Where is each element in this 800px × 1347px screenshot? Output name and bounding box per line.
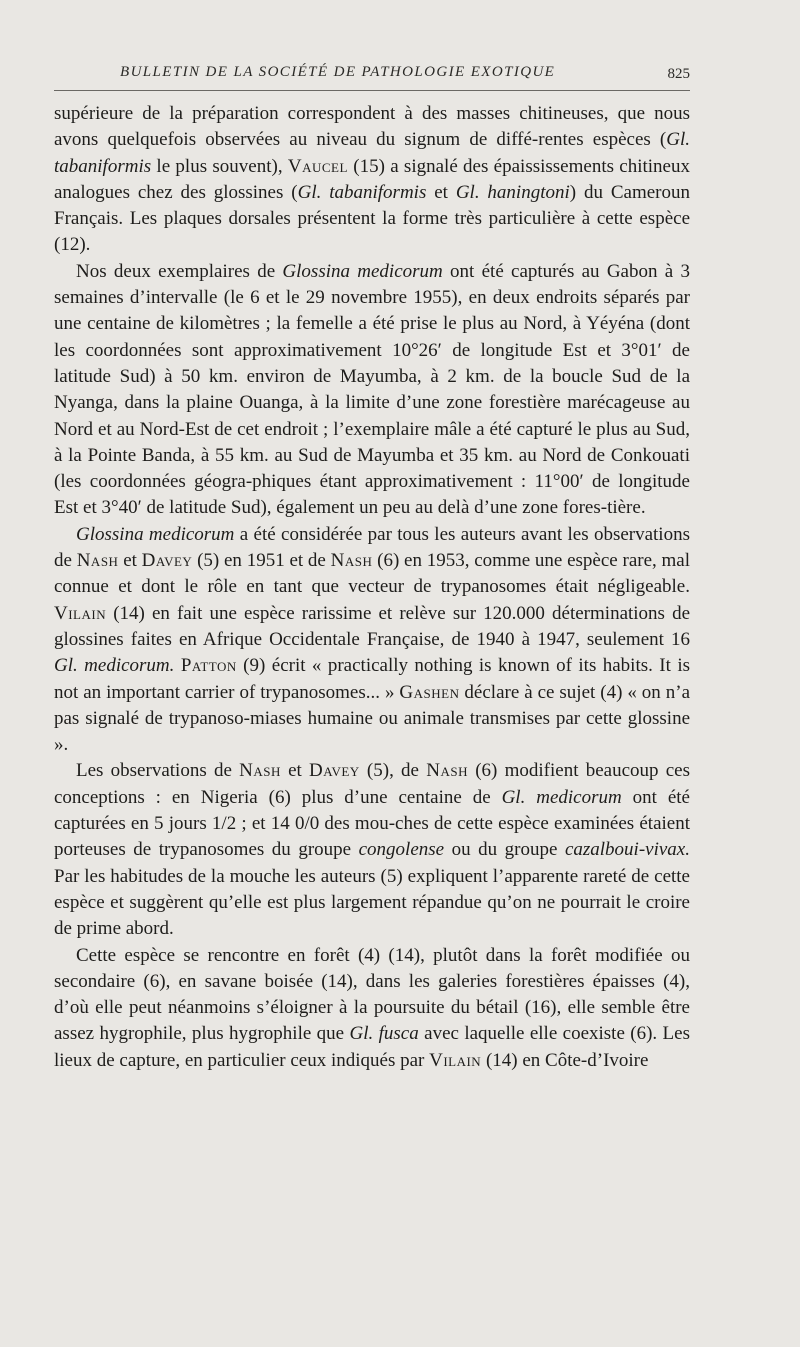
- author-name: Vilain: [429, 1049, 482, 1071]
- text-run: Par les habitudes de la mouche les auteurs (5) expliquent l’apparente rareté de cette espèce et suggèrent qu’elle est plus largement répandue qu’on ne pourrait le croire de prime abord.: [54, 865, 690, 940]
- author-name: Patton: [180, 655, 237, 677]
- text-run: (5), de: [359, 760, 427, 782]
- italic-term: Gl. haningtoni: [455, 181, 570, 203]
- author-name: Nash: [426, 760, 468, 782]
- paragraph: [54, 758, 690, 942]
- text-run: supérieure de la préparation correspondent à des masses chitineuses, que nous avons quelquefois observées au niveau du signum de diffé-rentes espèces (: [54, 103, 690, 151]
- italic-term: Gl. medicorum: [501, 786, 622, 808]
- text-run: ont été capturés au Gabon à 3 semaines d’intervalle (le 6 et le 29 novembre 1955), en deux endroits séparés par une centaine de kilomètres ; la femelle a été prise le plus au Nord, à Yéyéna (dont les coordonnées sont approximativement 10°26′ de longitude Est et 3°01′ de latitude Sud) à 50 km. environ de Mayumba, à 2 km. de la boucle Sud de la Nyanga, dans la plaine Ouanga, à la limite d’une zone forestière marécageuse au Nord et au Nord-Est de cet endroit ; l’exemplaire mâle a été capturé le plus au Sud, à la Pointe Banda, à 55 km. au Sud de Mayumba et 35 km. au Nord de Conkouati (les coordonnées géogra-phiques étant approximativement : 11°00′ de longitude Est et 3°40′ de latitude Sud), également un peu au delà d’une zone fores-tière.: [54, 260, 690, 519]
- author-name: Vaucel: [287, 155, 348, 177]
- text-run: (9) écrit « practically nothing is known of its habits. It is not an important carrier of trypanosomes... »: [54, 655, 690, 703]
- journal-title: BULLETIN DE LA SOCIÉTÉ DE PATHOLOGIE EXOTIQUE: [120, 64, 556, 80]
- text-run: déclare à ce sujet (4) « on n’a pas signalé de trypanoso-miases humaine ou animale transmises par cette glossine ».: [54, 681, 690, 756]
- article-body: [54, 101, 690, 1074]
- text-run: (14) en fait une espèce rarissime et relève sur 120.000 déterminations de glossines faites en Afrique Occidentale Française, de 1940 à 1947, seulement 16: [54, 602, 690, 650]
- text-run: (6) modifient beaucoup ces conceptions : en Nigeria (6) plus d’une centaine de: [54, 760, 690, 808]
- italic-term: Glossina medicorum: [282, 260, 443, 282]
- author-name: Nash: [239, 760, 281, 782]
- text-run: (15) a signalé des épaississements chitineux analogues chez des glossines (: [54, 155, 690, 203]
- italic-term: Gl. tabaniformis: [54, 129, 690, 177]
- text-run: ont été capturées en 5 jours 1/2 ; et 14 0/0 des mou-ches de cette espèce examinées étaient porteuses de trypanosomes du groupe: [54, 786, 690, 861]
- italic-term: Glossina medicorum: [76, 523, 235, 545]
- paragraph: [54, 101, 690, 259]
- paragraph: [54, 259, 690, 522]
- paragraph: [54, 522, 690, 759]
- paragraph: [54, 943, 690, 1074]
- page-number: 825: [667, 66, 690, 82]
- text-run: Nos deux exemplaires de: [76, 260, 283, 282]
- text-run: (6) en 1953, comme une espèce rare, mal connue et dont le rôle en tant que vecteur de trypanosomes était négligeable.: [54, 550, 691, 598]
- author-name: Nash: [330, 550, 373, 572]
- author-name: Davey: [141, 550, 193, 572]
- italic-term: Gl. medicorum.: [54, 655, 175, 677]
- author-name: Vilain: [54, 602, 107, 624]
- text-run: avec laquelle elle coexiste (6). Les lieux de capture, en particulier ceux indiqués par: [54, 1023, 690, 1071]
- text-run: Cette espèce se rencontre en forêt (4) (14), plutôt dans la forêt modifiée ou secondaire (6), en savane boisée (14), dans les galeries forestières épaisses (4), d’où elle peut néanmoins s’éloigner à la poursuite du bétail (16), elle semble être assez hygrophile, plus hygrophile que: [54, 944, 690, 1045]
- text-run: (14) en Côte-d’Ivoire: [481, 1049, 649, 1071]
- text-run: et: [280, 760, 310, 782]
- author-name: Nash: [76, 550, 119, 572]
- text-run: et: [426, 181, 456, 203]
- italic-term: Gl. tabaniformis: [297, 181, 427, 203]
- text-run: ou du groupe: [444, 839, 565, 861]
- italic-term: cazalboui-vivax.: [564, 839, 690, 861]
- italic-term: Gl. fusca: [349, 1023, 419, 1045]
- italic-term: congolense: [358, 839, 445, 861]
- author-name: Davey: [309, 760, 360, 782]
- text-run: et: [118, 550, 142, 572]
- running-header: [54, 58, 690, 91]
- text-run: a été considérée par tous les auteurs avant les observations de: [54, 523, 690, 572]
- text-run: (5) en 1951 et de: [192, 550, 331, 572]
- text-run: le plus souvent),: [151, 155, 288, 177]
- text-run: ) du Cameroun Français. Les plaques dorsales présentent la forme très particulière à cette espèce (12).: [54, 181, 690, 256]
- text-run: Les observations de: [76, 760, 240, 782]
- author-name: Gashen: [399, 681, 460, 703]
